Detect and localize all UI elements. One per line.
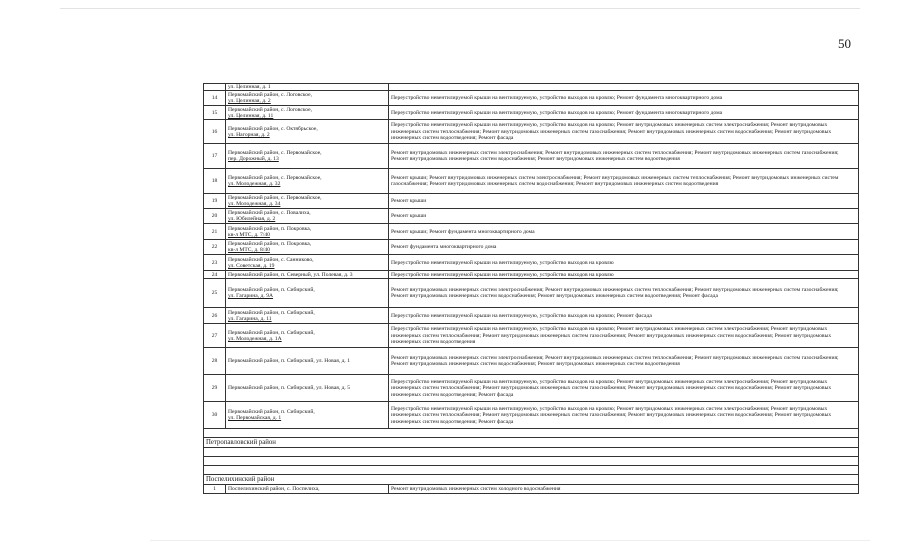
- work-types-cell: Ремонт крыши; Ремонт внутридомовых инженерных систем электроснабжения; Ремонт внутридомовых инженерных систем теплоснабжения; Ремонт внутридомовых инженерных систем газоснабжения; Ремонт внутридомовых инженерных систем водоснабжения; Ремонт внутридомовых инженерных систем водоотведения: [389, 169, 859, 194]
- table-row: [204, 271, 859, 279]
- row-number: 1: [204, 485, 226, 494]
- address-cell: [226, 224, 389, 240]
- row-number: 29: [204, 375, 226, 402]
- address-line: ул. Целинная, д. 2: [228, 98, 271, 105]
- work-types-cell: Переустройство невентилируемой крыши на вентилируемую, устройство выходов на кровлю; Ремонт фундамента многоквартирного дома: [389, 106, 859, 120]
- table-row: [204, 209, 859, 224]
- address-line: Первомайский район, с. Первомайское,: [228, 195, 322, 201]
- empty-row: [204, 466, 859, 475]
- empty-cell: [204, 457, 859, 466]
- address-line: ул. Гагарина, д. 11: [228, 315, 272, 322]
- address-line: Первомайский район, с. Первомайское,: [228, 150, 322, 156]
- address-cell: [226, 271, 389, 279]
- address-line: Первомайский район, с. Логовское,: [228, 106, 312, 113]
- table-row: [204, 279, 859, 308]
- address-cell: [226, 84, 389, 91]
- district-header-row: [204, 475, 859, 485]
- address-line: пер. Дорожный, д. 13: [228, 156, 279, 163]
- table-row: [204, 91, 859, 106]
- address-line: Первомайский район, п. Сибирский, ул. Новая, д. 5: [228, 385, 351, 392]
- row-number: 28: [204, 348, 226, 375]
- row-number: 26: [204, 308, 226, 324]
- table-row: [204, 240, 859, 255]
- address-line: Первомайский район, п. Сибирский,: [228, 329, 315, 336]
- work-types-cell: Переустройство невентилируемой крыши на вентилируемую, устройство выходов на кровлю: [389, 255, 859, 271]
- address-cell: [226, 324, 389, 348]
- address-line: кв-л МТС, д. 8/40: [228, 247, 270, 254]
- address-line: ул. Молодежная, д. 32: [228, 181, 281, 188]
- work-types-cell: Ремонт фундамента многоквартирного дома: [389, 240, 859, 255]
- table-row: [204, 120, 859, 144]
- table-row: [204, 324, 859, 348]
- address-line: кв-л МТС, д. 7/40: [228, 231, 270, 238]
- address-cell: [226, 348, 389, 375]
- row-number: 17: [204, 144, 226, 169]
- address-line: Первомайский район, с. Первомайское,: [228, 175, 322, 181]
- page-number: 50: [838, 36, 851, 51]
- address-cell: [226, 255, 389, 271]
- address-line: ул. Советская, д. 19: [228, 262, 275, 269]
- address-line: Первомайский район, п. Сибирский,: [228, 309, 315, 316]
- address-line: ул. Нагорная, д. 2: [228, 131, 270, 138]
- work-types-cell: Ремонт внутридомовых инженерных систем электроснабжения; Ремонт внутридомовых инженерных систем теплоснабжения; Ремонт внутридомовых инженерных систем газоснабжения; Ремонт внутридомовых инженерных систем водоснабжения; Ремонт внутридомовых инженерных систем водоотведения; Ремонт фасада: [389, 279, 859, 308]
- work-types-cell: Переустройство невентилируемой крыши на вентилируемую, устройство выходов на кровлю; Ремонт внутридомовых инженерных систем электроснабжения; Ремонт внутридомовых инженерных систем теплоснабжения; Ремонт внутридомовых инженерных систем газоснабжения; Ремонт внутридомовых инженерных систем водоснабжения; Ремонт внутридомовых инженерных систем водоотведения; Ремонт фасада: [389, 402, 859, 429]
- empty-cell: [204, 429, 859, 438]
- address-line: Первомайский район, с. Октябрьское,: [228, 125, 318, 132]
- work-types-cell: Переустройство невентилируемой крыши на вентилируемую, устройство выходов на кровлю; Ремонт внутридомовых инженерных систем электроснабжения; Ремонт внутридомовых инженерных систем теплоснабжения; Ремонт внутридомовых инженерных систем газоснабжения; Ремонт внутридомовых инженерных систем водоснабжения; Ремонт внутридомовых инженерных систем водоотведения: [389, 324, 859, 348]
- address-line: Поспелихинский район, с. Поспелиха,: [228, 486, 320, 493]
- address-line: ул. Первомайская, д. 1: [228, 415, 282, 422]
- table-row: [204, 194, 859, 209]
- work-types-cell: Переустройство невентилируемой крыши на вентилируемую, устройство выходов на кровлю: [389, 271, 859, 279]
- empty-row: [204, 429, 859, 438]
- empty-row: [204, 448, 859, 457]
- address-cell: [226, 402, 389, 429]
- address-line: ул. Юбилейная, д. 2: [228, 216, 276, 223]
- table-row: [204, 375, 859, 402]
- district-name: Петропавловский район: [204, 438, 859, 448]
- row-number: 21: [204, 224, 226, 240]
- address-line: ул. Целинная, д. 11: [228, 112, 274, 119]
- row-number: 27: [204, 324, 226, 348]
- address-cell: [226, 209, 389, 224]
- address-cell: [226, 240, 389, 255]
- address-line: Первомайский район, п. Сибирский,: [228, 409, 315, 415]
- address-line: ул. Целинная, д. 1: [228, 84, 271, 90]
- address-cell: [226, 194, 389, 209]
- work-types-cell: Ремонт внутридомовых инженерных систем электроснабжения; Ремонт внутридомовых инженерных систем теплоснабжения; Ремонт внутридомовых инженерных систем газоснабжения; Ремонт внутридомовых инженерных систем водоснабжения; Ремонт внутридомовых инженерных систем водоотведения: [389, 348, 859, 375]
- work-types-cell: Переустройство невентилируемой крыши на вентилируемую, устройство выходов на кровлю; Ремонт внутридомовых инженерных систем электроснабжения; Ремонт внутридомовых инженерных систем теплоснабжения; Ремонт внутридомовых инженерных систем газоснабжения; Ремонт внутридомовых инженерных систем водоснабжения; Ремонт внутридомовых инженерных систем водоотведения; Ремонт фасада: [389, 120, 859, 144]
- repair-program-table: [203, 83, 859, 494]
- table-row: [204, 84, 859, 91]
- address-line: ул. Молодежная, д. 34: [228, 201, 281, 208]
- table-row: [204, 308, 859, 324]
- table-row: [204, 144, 859, 169]
- empty-cell: [204, 448, 859, 457]
- address-cell: [226, 144, 389, 169]
- row-number: 14: [204, 91, 226, 106]
- address-cell: [226, 106, 389, 120]
- address-cell: [226, 375, 389, 402]
- row-number: 16: [204, 120, 226, 144]
- table-row: [204, 255, 859, 271]
- address-line: Первомайский район, п. Сибирский,: [228, 287, 315, 293]
- work-types-cell: [389, 84, 859, 91]
- row-number: 15: [204, 106, 226, 120]
- table-body: [204, 84, 859, 494]
- table-row: [204, 224, 859, 240]
- address-line: Первомайский район, п. Северный, ул. Полевая, д. 3: [228, 271, 353, 278]
- work-types-cell: Ремонт крыши: [389, 209, 859, 224]
- address-line: Первомайский район, с. Повалиха,: [228, 210, 311, 216]
- row-number: 22: [204, 240, 226, 255]
- row-number: 23: [204, 255, 226, 271]
- address-cell: [226, 91, 389, 106]
- address-cell: [226, 120, 389, 144]
- table-row: [204, 402, 859, 429]
- table-row: [204, 106, 859, 120]
- work-types-cell: Ремонт крыши; Ремонт фундамента многоквартирного дома: [389, 224, 859, 240]
- district-header-row: [204, 438, 859, 448]
- row-number: [204, 84, 226, 91]
- address-line: Первомайский район, п. Сибирский, ул. Новая, д. 1: [228, 358, 351, 365]
- work-types-cell: Ремонт внутридомовых инженерных систем электроснабжения; Ремонт внутридомовых инженерных систем теплоснабжения; Ремонт внутридомовых инженерных систем газоснабжения; Ремонт внутридомовых инженерных систем водоснабжения; Ремонт внутридомовых инженерных систем водоотведения: [389, 144, 859, 169]
- work-types-cell: Переустройство невентилируемой крыши на вентилируемую, устройство выходов на кровлю; Ремонт внутридомовых инженерных систем электроснабжения; Ремонт внутридомовых инженерных систем теплоснабжения; Ремонт внутридомовых инженерных систем газоснабжения; Ремонт внутридомовых инженерных систем водоснабжения; Ремонт внутридомовых инженерных систем водоотведения; Ремонт фасада: [389, 375, 859, 402]
- work-types-cell: Ремонт внутридомовых инженерных систем холодного водоснабжения: [389, 485, 859, 494]
- address-line: Первомайский район, с. Санниково,: [228, 256, 314, 263]
- table-row: [204, 485, 859, 494]
- address-line: ул. Молодежная, д. 1А: [228, 335, 282, 342]
- row-number: 24: [204, 271, 226, 279]
- row-number: 30: [204, 402, 226, 429]
- address-cell: [226, 169, 389, 194]
- row-number: 19: [204, 194, 226, 209]
- address-cell: [226, 308, 389, 324]
- scan-edge-top: [60, 8, 860, 9]
- address-cell: [226, 485, 389, 494]
- work-types-cell: Переустройство невентилируемой крыши на вентилируемую, устройство выходов на кровлю; Ремонт фундамента многоквартирного дома: [389, 91, 859, 106]
- district-name: Поспелихинский район: [204, 475, 859, 485]
- row-number: 25: [204, 279, 226, 308]
- table-row: [204, 348, 859, 375]
- scan-edge-bottom: [150, 540, 870, 541]
- address-cell: [226, 279, 389, 308]
- work-types-cell: Ремонт крыши: [389, 194, 859, 209]
- address-line: ул. Гагарина, д. 9А: [228, 293, 274, 300]
- empty-cell: [204, 466, 859, 475]
- address-line: Первомайский район, с. Логовское,: [228, 92, 312, 98]
- row-number: 18: [204, 169, 226, 194]
- address-line: Первомайский район, п. Покровка,: [228, 225, 312, 232]
- row-number: 20: [204, 209, 226, 224]
- address-line: Первомайский район, п. Покровка,: [228, 241, 312, 247]
- work-types-cell: Переустройство невентилируемой крыши на вентилируемую, устройство выходов на кровлю; Ремонт фасада: [389, 308, 859, 324]
- table-row: [204, 169, 859, 194]
- empty-row: [204, 457, 859, 466]
